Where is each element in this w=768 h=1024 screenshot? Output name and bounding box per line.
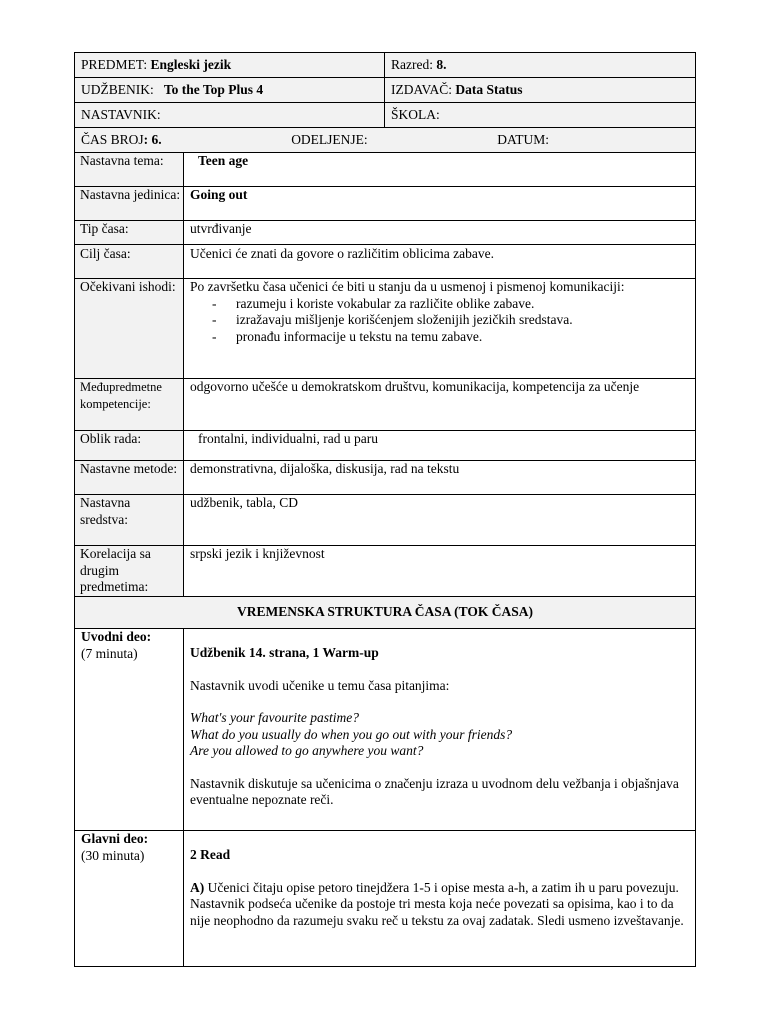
predmet-cell	[75, 53, 385, 78]
udzbenik-label: UDŽBENIK:	[81, 81, 154, 97]
metode-value: demonstrativna, dijaloška, diskusija, rad na tekstu	[184, 461, 696, 495]
razred-label: Razred:	[391, 56, 437, 72]
list-item: - razumeju i koriste vokabular za različite oblike zabave.	[212, 296, 689, 313]
izdavac-value: Data Status	[455, 81, 523, 97]
izdavac-label: IZDAVAČ:	[391, 81, 456, 97]
uvodni-label-cell	[75, 629, 184, 831]
ishodi-label: Očekivani ishodi:	[75, 279, 184, 379]
header-table	[74, 52, 696, 153]
glavni-heading: 2 Read	[190, 847, 231, 862]
sredstva-value: udžbenik, tabla, CD	[184, 495, 696, 546]
cas-broj-value: : 6.	[143, 131, 162, 147]
uvodni-question: Are you allowed to go anywhere you want?	[190, 743, 424, 758]
razred-cell	[385, 53, 696, 78]
glavni-duration: (30 minuta)	[81, 847, 145, 863]
part-a-label: A)	[190, 879, 205, 895]
glavni-content	[184, 831, 696, 967]
jedinica-label: Nastavna jedinica:	[75, 187, 184, 221]
ishodi-list	[190, 296, 689, 346]
izdavac-cell	[385, 78, 696, 103]
uvodni-label: Uvodni deo:	[81, 629, 152, 644]
glavni-label-cell	[75, 831, 184, 967]
predmet-value: Engleski jezik	[150, 56, 232, 72]
glavni-part-a	[190, 880, 689, 930]
udzbenik-value: To the Top Plus 4	[163, 81, 264, 97]
tema-label: Nastavna tema:	[75, 153, 184, 187]
uvodni-content	[184, 629, 696, 831]
korelacija-value: srpski jezik i književnost	[184, 546, 696, 597]
skola-label: ŠKOLA:	[391, 106, 440, 122]
oblik-label: Oblik rada:	[75, 431, 184, 461]
uvodni-closing: Nastavnik diskutuje sa učenicima o značenju izraza u uvodnom delu vežbanja i objašnjava eventualne nepoznate reči.	[190, 775, 679, 807]
predmet-label: PREDMET:	[81, 56, 151, 72]
uvodni-heading: Udžbenik 14. strana, 1 Warm-up	[190, 645, 379, 660]
uvodni-intro: Nastavnik uvodi učenike u temu časa pitanjima:	[190, 677, 450, 693]
part-a-text: Učenici čitaju opise petoro tinejdžera 1-5 i opise mesta a-h, a zatim ih u paru povezuju. Nastavnik podseća učenike da postoje tri mesta koja neće povezati sa opisima, kao i to da nije neophodno da razumeju svaku reč u tekstu za ovaj zadatak. Sledi usmeno izveštavanje.	[190, 879, 684, 928]
tema-value: Teen age	[184, 153, 696, 187]
datum-label: DATUM:	[497, 131, 549, 147]
kompetencije-label: Međupredmetne kompetencije:	[75, 379, 184, 431]
ishodi-cell	[184, 279, 696, 379]
cilj-value: Učenici će znati da govore o različitim oblicima zabave.	[184, 245, 696, 279]
skola-cell	[385, 103, 696, 128]
glavni-label: Glavni deo:	[81, 831, 149, 846]
uvodni-question: What's your favourite pastime?	[190, 710, 359, 725]
tip-label: Tip časa:	[75, 221, 184, 245]
tip-value: utvrđivanje	[184, 221, 696, 245]
razred-value: 8.	[436, 56, 447, 72]
uvodni-question: What do you usually do when you go out with your friends?	[190, 726, 513, 742]
structure-title: VREMENSKA STRUKTURA ČASA (TOK ČASA)	[75, 597, 696, 629]
nastavnik-label: NASTAVNIK:	[81, 106, 161, 122]
uvodni-duration: (7 minuta)	[81, 645, 138, 661]
kompetencije-value: odgovorno učešće u demokratskom društvu, komunikacija, kompetencija za učenje	[184, 379, 696, 431]
list-item: - izražavaju mišljenje korišćenjem složenijih jezičkih sredstava.	[212, 312, 689, 329]
sredstva-label: Nastavna sredstva:	[75, 495, 184, 546]
cas-cell	[75, 128, 696, 153]
oblik-value: frontalni, individualni, rad u paru	[184, 431, 696, 461]
metode-label: Nastavne metode:	[75, 461, 184, 495]
odeljenje-label: ODELJENJE:	[291, 131, 368, 147]
nastavnik-cell	[75, 103, 385, 128]
list-item: - pronađu informacije u tekstu na temu zabave.	[212, 329, 689, 346]
cilj-label: Cilj časa:	[75, 245, 184, 279]
udzbenik-cell	[75, 78, 385, 103]
lesson-plan	[74, 52, 695, 967]
details-table	[74, 152, 696, 967]
korelacija-label: Korelacija sa drugim predmetima:	[75, 546, 184, 597]
ishodi-intro: Po završetku časa učenici će biti u stanju da u usmenoj i pismenoj komunikaciji:	[190, 279, 625, 294]
cas-broj-label: ČAS BROJ	[81, 131, 144, 147]
jedinica-value: Going out	[184, 187, 696, 221]
